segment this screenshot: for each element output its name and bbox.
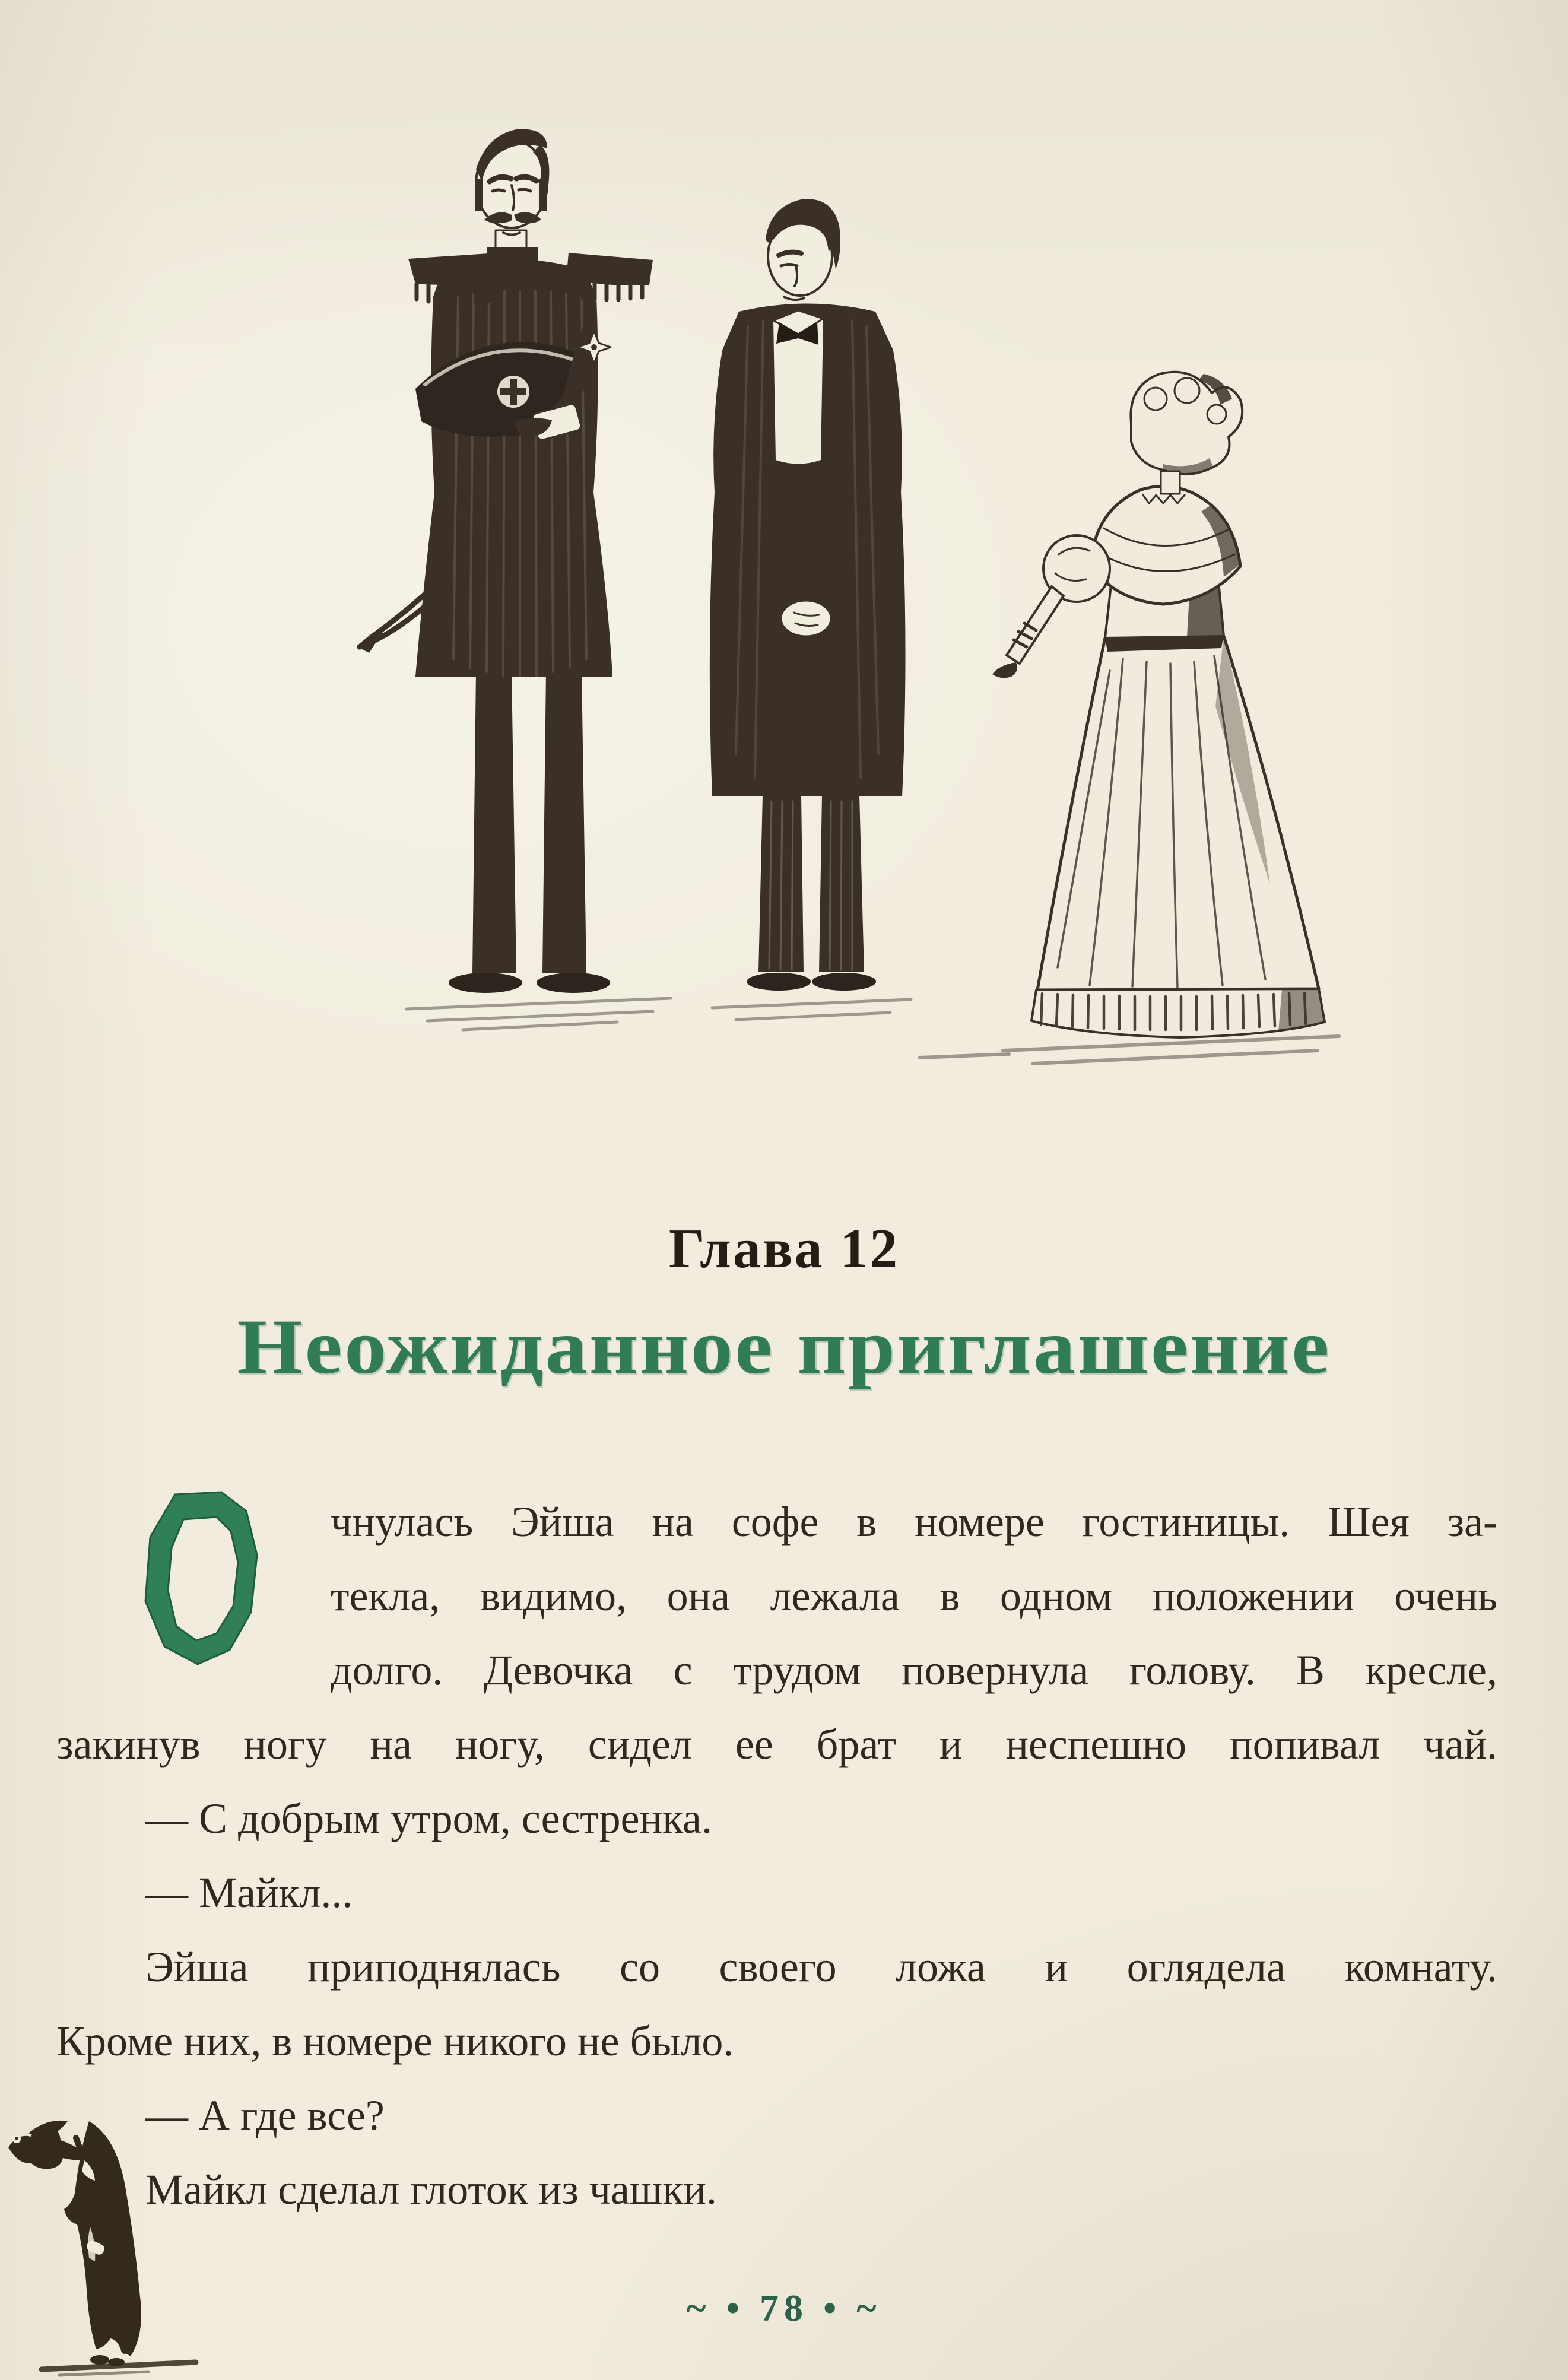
young-man-figure [710,199,911,1020]
body-line: текла, видимо, она лежала в одном положении очень [331,1572,1497,1620]
officer-figure [360,129,671,1030]
drop-cap-text [0,0,1,1]
lady-figure [920,372,1339,1064]
dialogue-line: — А где все? [145,2092,385,2139]
chapter-illustration [237,42,1401,1086]
body-text [56,1485,1497,2227]
hooded-figure [42,2121,196,2375]
body-line: Кроме них, в номере никого не было. [56,2017,734,2065]
body-line: закинув ногу на ногу, сидел ее брат и неспешно попивал чай. [56,1721,1497,1768]
chapter-title: Неожиданное приглашение [237,1303,1331,1390]
dialogue-line: — Майкл... [145,1869,353,1916]
dialogue-line: — С добрым утром, сестренка. [145,1795,712,1842]
page-number: ~ • 78 • ~ [686,2287,882,2329]
hooded-figure-owl-illustration [0,2101,205,2380]
body-line: долго. Девочка с трудом повернула голову. В кресле, [331,1646,1497,1694]
chapter-label: Глава 12 [668,1218,900,1280]
body-line: чнулась Эйша на софе в номере гостиницы. Шея за- [331,1498,1497,1546]
body-line: Эйша приподнялась со своего ложа и оглядела комнату. [145,1943,1497,1991]
body-line: Майкл сделал глоток из чашки. [145,2166,717,2213]
